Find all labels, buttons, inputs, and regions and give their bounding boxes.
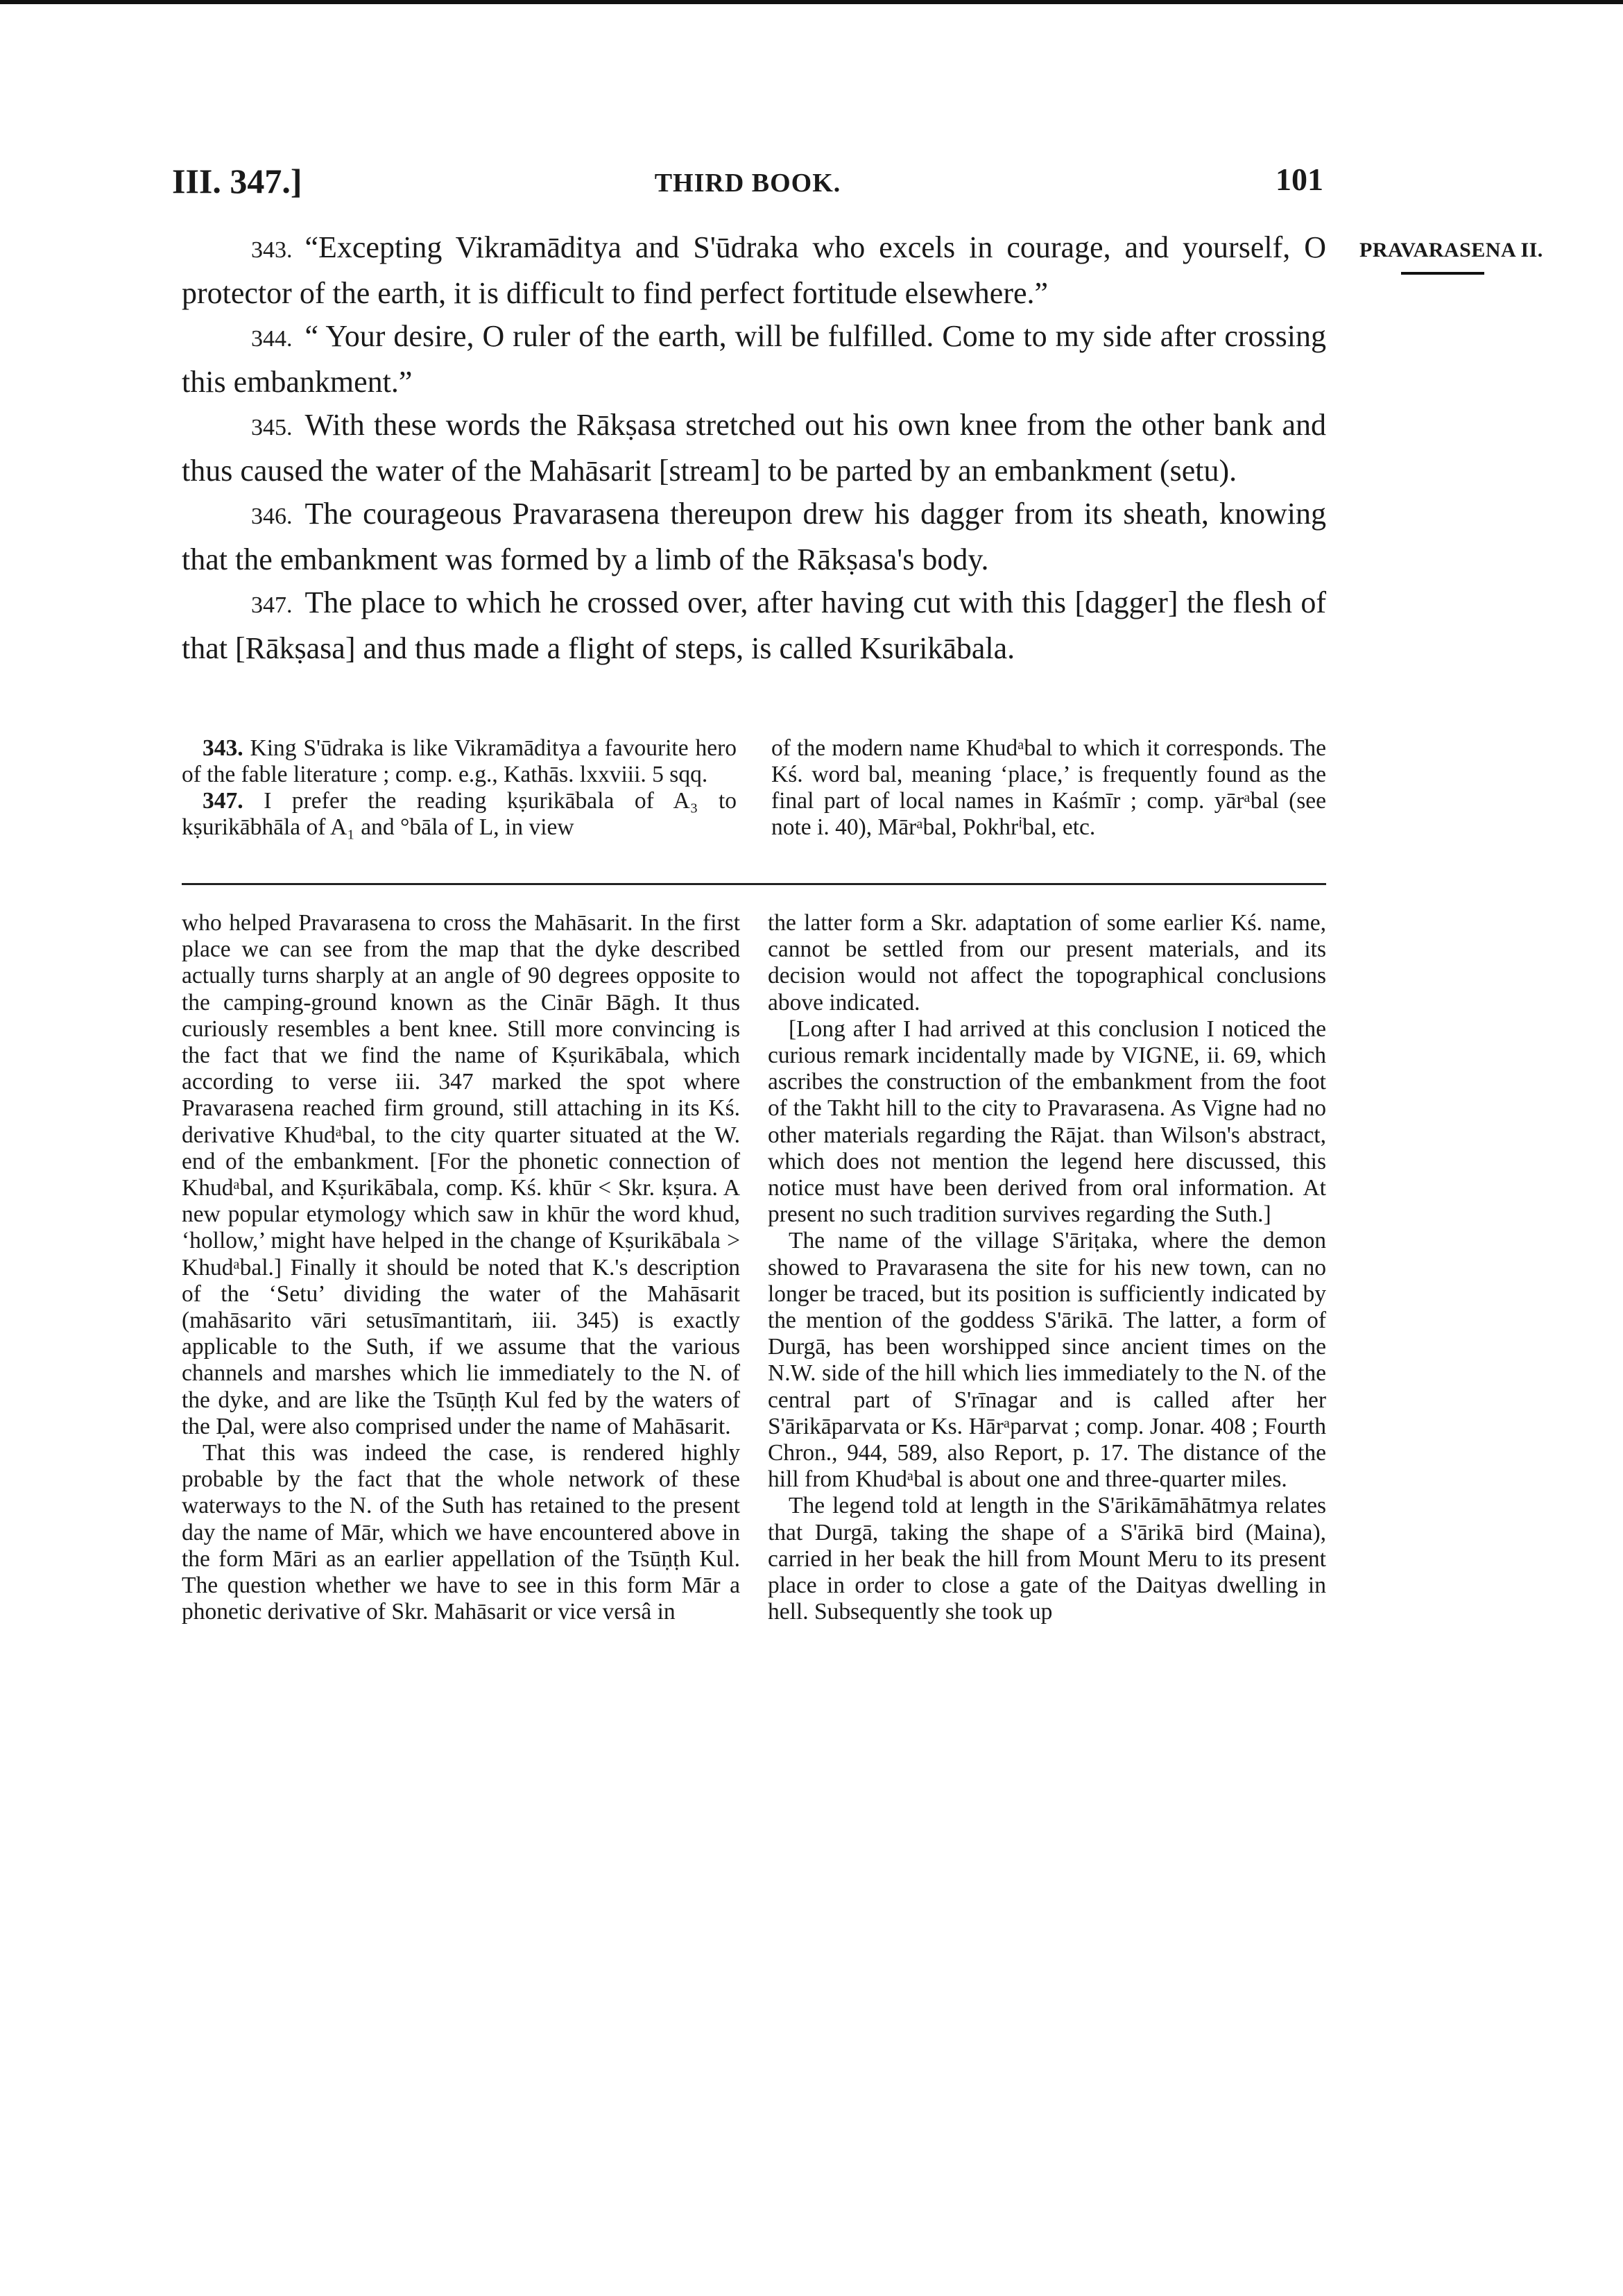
verse-text: “ Your desire, O ruler of the earth, will be fulfilled. Come to my side after crossing this embankment.” (182, 319, 1326, 399)
footnote (182, 735, 737, 788)
commentary-paragraph: who helped Pravarasena to cross the Mahāsarit. In the first place we can see from the map that the dyke described actually turns sharply at an angle of 90 degrees opposite to the camping-ground known as the Cinār Bāgh. It thus curiously resembles a bent knee. Still more convincing is the fact that we find the name of Kṣurikābala, which according to verse iii. 347 marked the spot where Pravarasena reached firm ground, still attaching in its Kś. derivative Khudᵃbal, to the city quarter situated at the W. end of the embankment. [For the phonetic connection of Khudᵃbal, and Kṣurikābala, comp. Kś. khūr < Skr. kṣura. A new popular etymology which saw in khūr the word khud, ‘hollow,’ might have helped in the change of Kṣurikābala > Khudᵃbal.] Finally it should be noted that K.'s description of the ‘Setu’ dividing the water of the Mahāsarit (mahāsarito vāri setusīmantitaṁ, iii. 345) is exactly applicable to the Suth, if we assume that the various channels and marshes which lie immediately to the N. of the dyke, and are like the Tsūṇṭh Kul fed by the waters of the Ḍal, were also comprised under the name of Mahāsarit. (182, 910, 740, 1439)
verse (182, 492, 1326, 581)
verse-text: The place to which he crossed over, after having cut with this [dagger] the flesh of that [Rākṣasa] and thus made a flight of steps, is called Ksurikābala. (182, 585, 1326, 665)
running-header (172, 161, 1323, 203)
footnote (182, 788, 737, 841)
verse (182, 226, 1326, 315)
page-number: 101 (1276, 162, 1323, 197)
verse-number: 347. (251, 592, 293, 618)
verse-number: 346. (251, 504, 293, 529)
verse-text: The courageous Pravarasena thereupon drew his dagger from its sheath, knowing that the embankment was formed by a limb of the Rākṣasa's body. (182, 497, 1326, 576)
commentary-paragraph: The name of the village S'āriṭaka, where the demon showed to Pravarasena the site for his new town, can no longer be traced, but its position is sufficiently indicated by the mention of the goddess S'ārikā. The latter, a form of Durgā, has been worshipped since ancient times on the N.W. side of the hill which lies immediately to the N. of the central part of S'rīnagar and is called after her S'ārikāparvata or Ks. Hārᵃparvat ; comp. Jonar. 408 ; Fourth Chron., 944, 589, also Report, p. 17. The distance of the hill from Khudᵃbal is about one and three-quarter miles. (768, 1228, 1326, 1493)
verse-number: 343. (251, 237, 293, 263)
commentary-paragraph: the latter form a Skr. adaptation of some earlier Kś. name, cannot be settled from our present materials, and its decision would not affect the topographical conclusions above indicated. (768, 910, 1326, 1016)
verse-number: 344. (251, 326, 293, 352)
margin-note-rule (1401, 272, 1484, 275)
verse-translation (182, 226, 1326, 670)
commentary-paragraph: The legend told at length in the S'ārikāmāhātmya relates that Durgā, taking the shape of a S'ārikā bird (Maina), carried in her beak the hill from Mount Meru to its present place in order to close a gate of the Daityas dwelling in hell. Subsequently she took up (768, 1493, 1326, 1625)
footnote-continuation: of the modern name Khudᵃbal to which it corresponds. The Kś. word bal, meaning ‘place,’ is frequently found as the final part of local names in Kaśmīr ; comp. yārᵃbal (see note i. 40), Mārᵃbal, Pokhrⁱbal, etc. (771, 735, 1326, 840)
footnote-number: 343. (203, 735, 243, 761)
footnote-text: I prefer the reading kṣurikābala of A₃ to kṣurikābhāla of A₁ and °bāla of L, in view (182, 788, 737, 840)
footnote-number: 347. (203, 788, 243, 814)
page-top-rule (0, 0, 1623, 4)
footnotes-left-column (182, 735, 737, 841)
book-title: THIRD BOOK. (654, 169, 841, 198)
footnote-text: King S'ūdraka is like Vikramāditya a favourite hero of the fable literature ; comp. e.g., Kathās. lxxviii. 5 sqq. (182, 735, 737, 787)
footnotes-right-column (771, 735, 1326, 841)
commentary-left-column (182, 910, 740, 1625)
margin-note (1359, 239, 1554, 275)
verse-text: With these words the Rākṣasa stretched out his own knee from the other bank and thus caused the water of the Mahāsarit [stream] to be parted by an embankment (setu). (182, 408, 1326, 488)
section-divider (182, 883, 1326, 885)
verse (182, 581, 1326, 670)
footnotes (182, 735, 1326, 841)
verse (182, 315, 1326, 404)
verse-text: “Excepting Vikramāditya and S'ūdraka who excels in courage, and yourself, O protector of the earth, it is difficult to find perfect fortitude elsewhere.” (182, 230, 1326, 310)
section-reference: III. 347.] (172, 162, 302, 200)
margin-note-label: PRAVARASENA II. (1359, 239, 1543, 262)
verse (182, 404, 1326, 492)
commentary (182, 910, 1326, 1625)
commentary-paragraph: That this was indeed the case, is rendered highly probable by the fact that the whole network of these waterways to the N. of the Suth has retained to the present day the name of Mār, which we have encountered above in the form Māri as an earlier appellation of the Tsūṇṭh Kul. The question whether we have to see in this form Mār a phonetic derivative of Skr. Mahāsarit or vice versâ in (182, 1440, 740, 1625)
verse-number: 345. (251, 415, 293, 440)
commentary-right-column (768, 910, 1326, 1625)
commentary-paragraph: [Long after I had arrived at this conclusion I noticed the curious remark incidentally made by VIGNE, ii. 69, which ascribes the construction of the embankment from the foot of the Takht hill to the city to Pravarasena. As Vigne had no other materials regarding the Rājat. than Wilson's abstract, which does not mention the legend here discussed, this notice must have been derived from oral information. At present no such tradition survives regarding the Suth.] (768, 1016, 1326, 1228)
